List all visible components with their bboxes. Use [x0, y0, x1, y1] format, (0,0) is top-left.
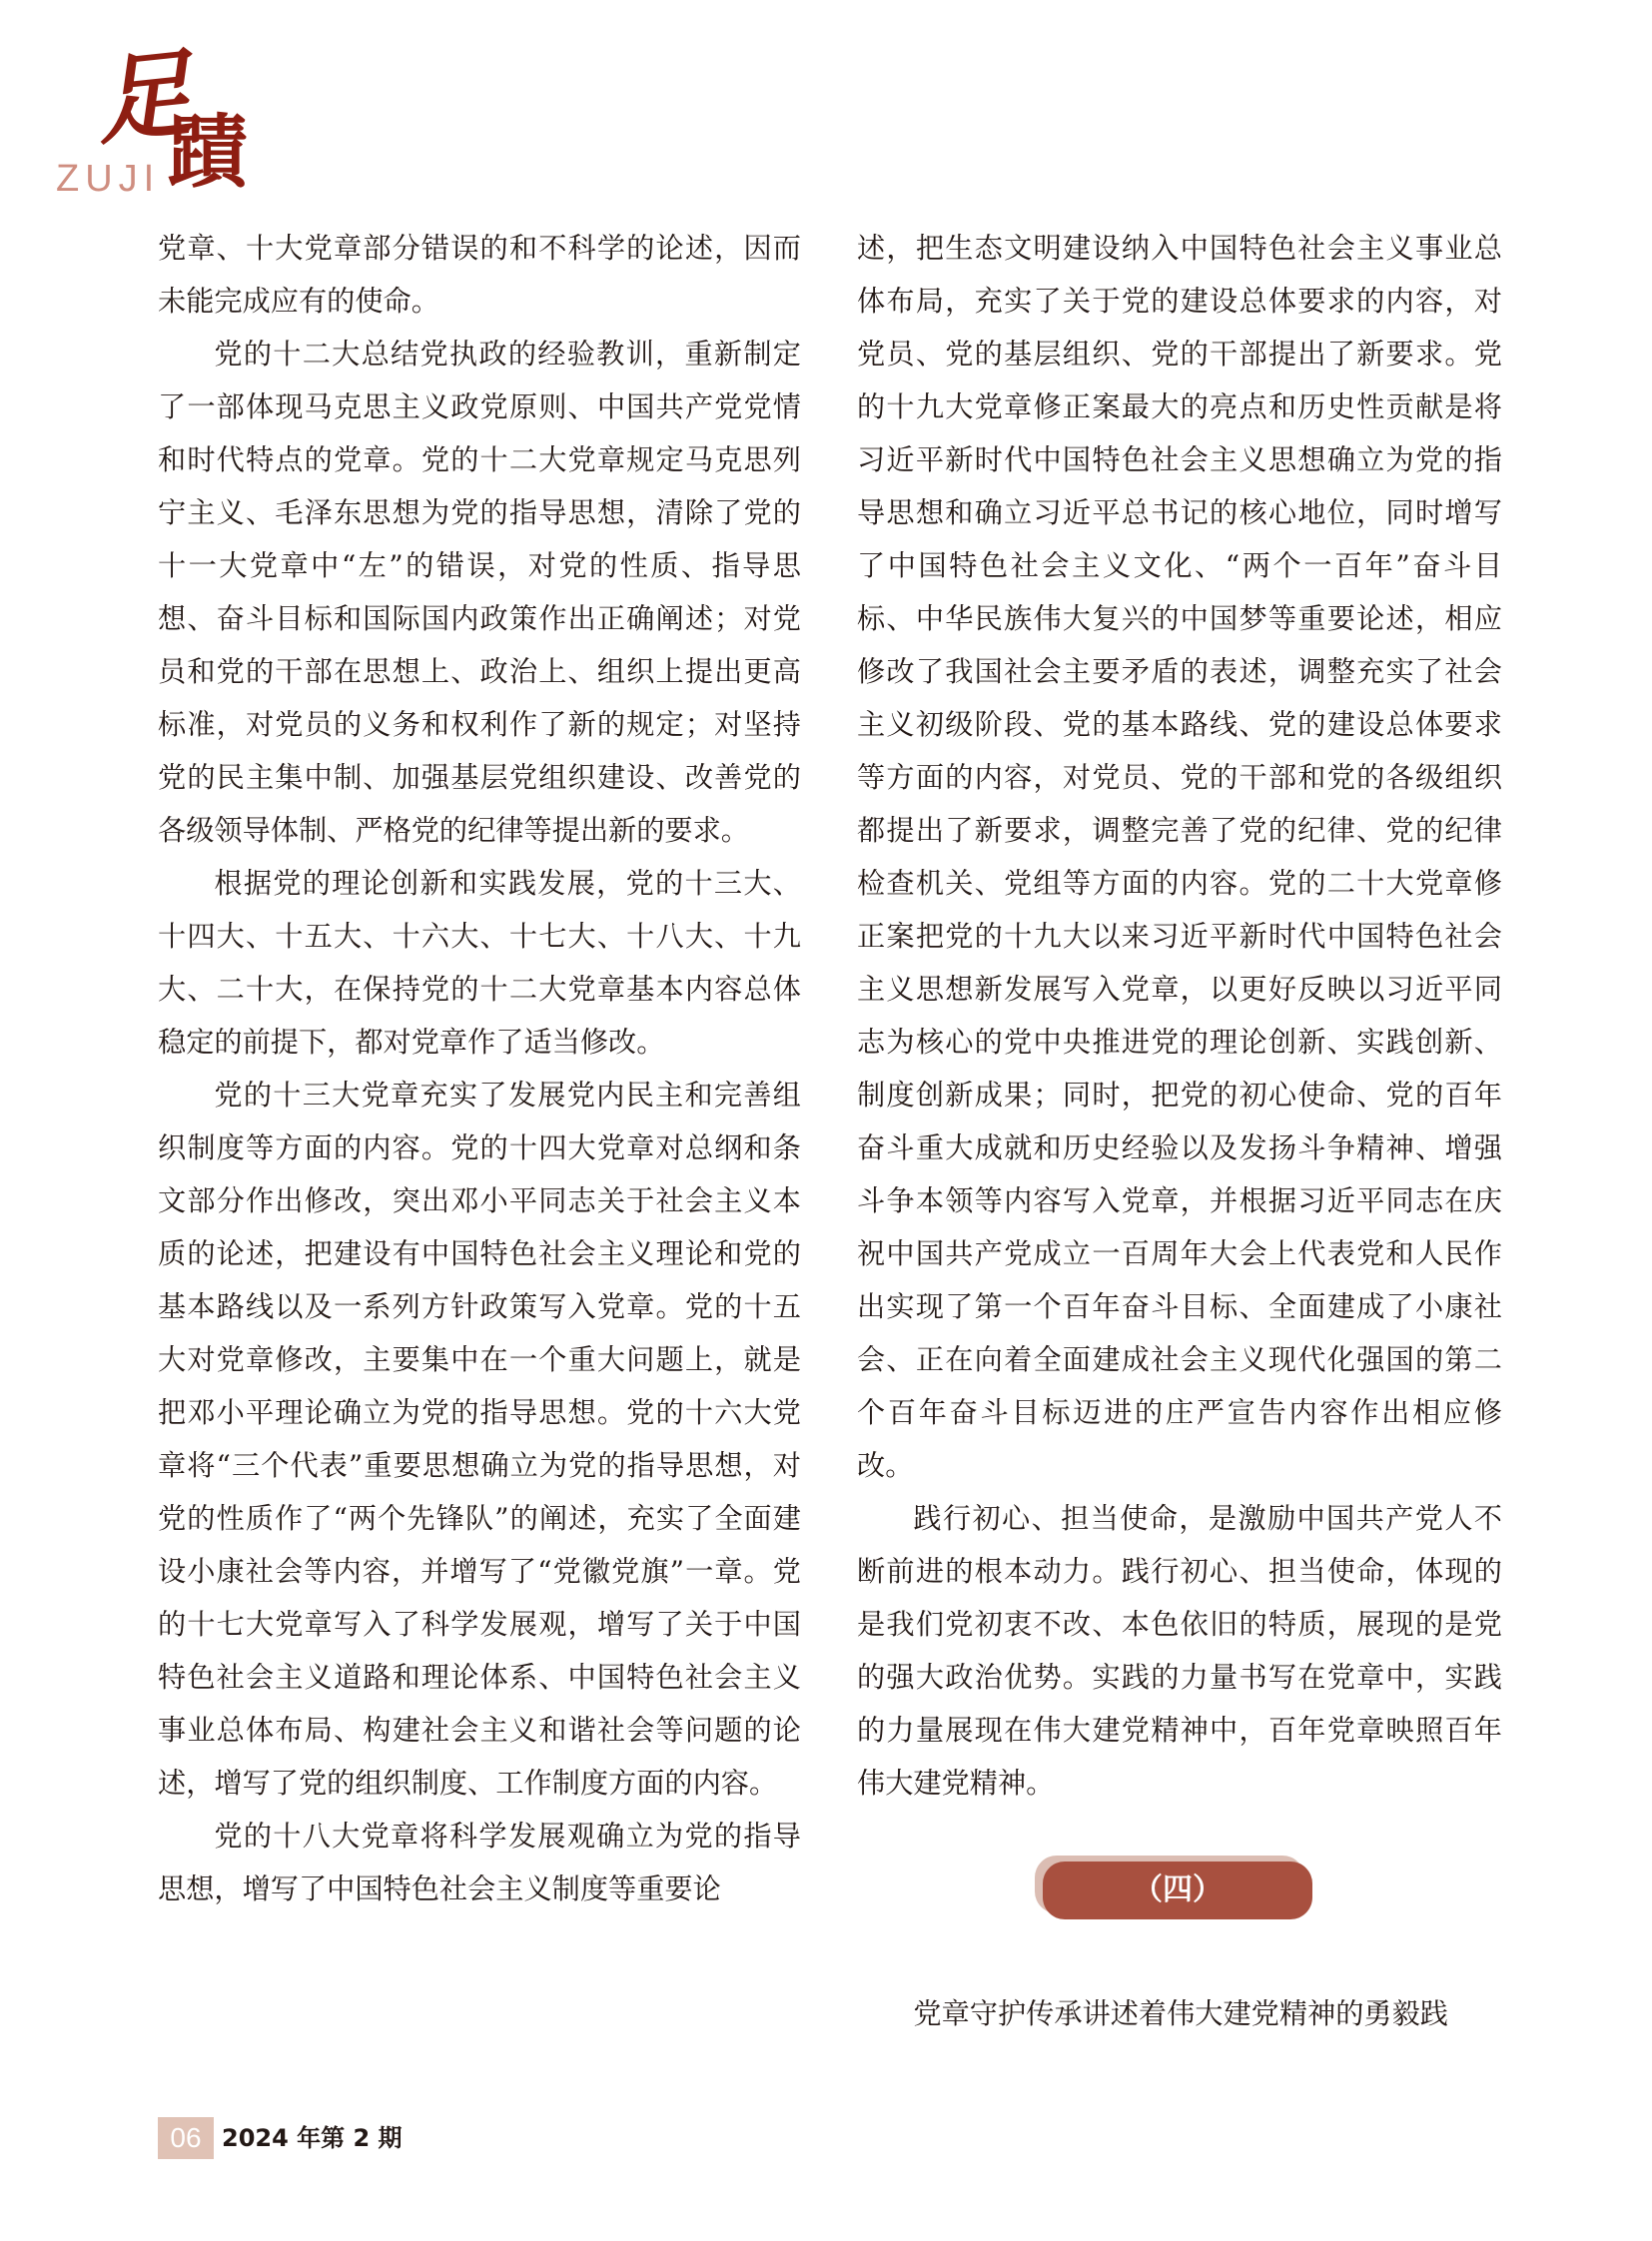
section-heading — [1043, 1862, 1312, 1919]
paragraph: 党章守护传承讲述着伟大建党精神的勇毅践 — [913, 1997, 1448, 2030]
paragraph: 党的十八大党章将科学发展观确立为党的指导思想，增写了中国特色社会主义制度等重要论 — [158, 1820, 801, 1905]
logo-char-zu: 足 — [90, 36, 198, 159]
logo-char-ji: 蹟 — [168, 105, 248, 199]
magazine-logo — [56, 36, 256, 200]
right-column — [857, 222, 1502, 2040]
paragraph: 根据党的理论创新和实践发展，党的十三大、十四大、十五大、十六大、十七大、十八大、十九大、二十大，在保持党的十二大党章基本内容总体稳定的前提下，都对党章作了适当修改。 — [158, 867, 801, 1059]
page-number: 06 — [158, 2117, 214, 2159]
paragraph: 党章、十大党章部分错误的和不科学的论述，因而未能完成应有的使命。 — [158, 232, 801, 318]
paragraph: 党的十二大总结党执政的经验教训，重新制定了一部体现马克思主义政党原则、中国共产党党情和时代特点的党章。党的十二大党章规定马克思列宁主义、毛泽东思想为党的指导思想，清除了党的十一大党章中“左”的错误，对党的性质、指导思想、奋斗目标和国际国内政策作出正确阐述；对党员和党的干部在思想上、政治上、组织上提出更高标准，对党员的义务和权利作了新的规定；对坚持党的民主集中制、加强基层党组织建设、改善党的各级领导体制、严格党的纪律等提出新的要求。 — [158, 338, 801, 847]
paragraph: 述，把生态文明建设纳入中国特色社会主义事业总体布局，充实了关于党的建设总体要求的内容，对党员、党的基层组织、党的干部提出了新要求。党的十九大党章修正案最大的亮点和历史性贡献是将习近平新时代中国特色社会主义思想确立为党的指导思想和确立习近平总书记的核心地位，同时增写了中国特色社会主义文化、“两个一百年”奋斗目标、中华民族伟大复兴的中国梦等重要论述，相应修改了我国社会主要矛盾的表述，调整充实了社会主义初级阶段、党的基本路线、党的建设总体要求等方面的内容，对党员、党的干部和党的各级组织都提出了新要求，调整完善了党的纪律、党的纪律检查机关、党组等方面的内容。党的二十大党章修正案把党的十九大以来习近平新时代中国特色社会主义思想新发展写入党章，以更好反映以习近平同志为核心的党中央推进党的理论创新、实践创新、制度创新成果；同时，把党的初心使命、党的百年奋斗重大成就和历史经验以及发扬斗争精神、增强斗争本领等内容写入党章，并根据习近平同志在庆祝中国共产党成立一百周年大会上代表党和人民作出实现了第一个百年奋斗目标、全面建成了小康社会、正在向着全面建成社会主义现代化强国的第二个百年奋斗目标迈进的庄严宣告内容作出相应修改。 — [857, 232, 1502, 1482]
paragraph: 践行初心、担当使命，是激励中国共产党人不断前进的根本动力。践行初心、担当使命，体现的是我们党初衷不改、本色依旧的特质，展现的是党的强大政治优势。实践的力量书写在党章中，实践的力量展现在伟大建党精神中，百年党章映照百年伟大建党精神。 — [857, 1502, 1502, 1800]
logo-latin: ZUJI — [56, 158, 161, 200]
issue-label: 2024 年第 2 期 — [222, 2124, 403, 2152]
section-heading-label: （四） — [1043, 1862, 1312, 1919]
paragraph: 党的十三大党章充实了发展党内民主和完善组织制度等方面的内容。党的十四大党章对总纲和条文部分作出修改，突出邓小平同志关于社会主义本质的论述，把建设有中国特色社会主义理论和党的基本路线以及一系列方针政策写入党章。党的十五大对党章修改，主要集中在一个重大问题上，就是把邓小平理论确立为党的指导思想。党的十六大党章将“三个代表”重要思想确立为党的指导思想，对党的性质作了“两个先锋队”的阐述，充实了全面建设小康社会等内容，并增写了“党徽党旗”一章。党的十七大党章写入了科学发展观，增写了关于中国特色社会主义道路和理论体系、中国特色社会主义事业总体布局、构建社会主义和谐社会等问题的论述，增写了党的组织制度、工作制度方面的内容。 — [158, 1079, 801, 1800]
left-column — [158, 222, 801, 1915]
